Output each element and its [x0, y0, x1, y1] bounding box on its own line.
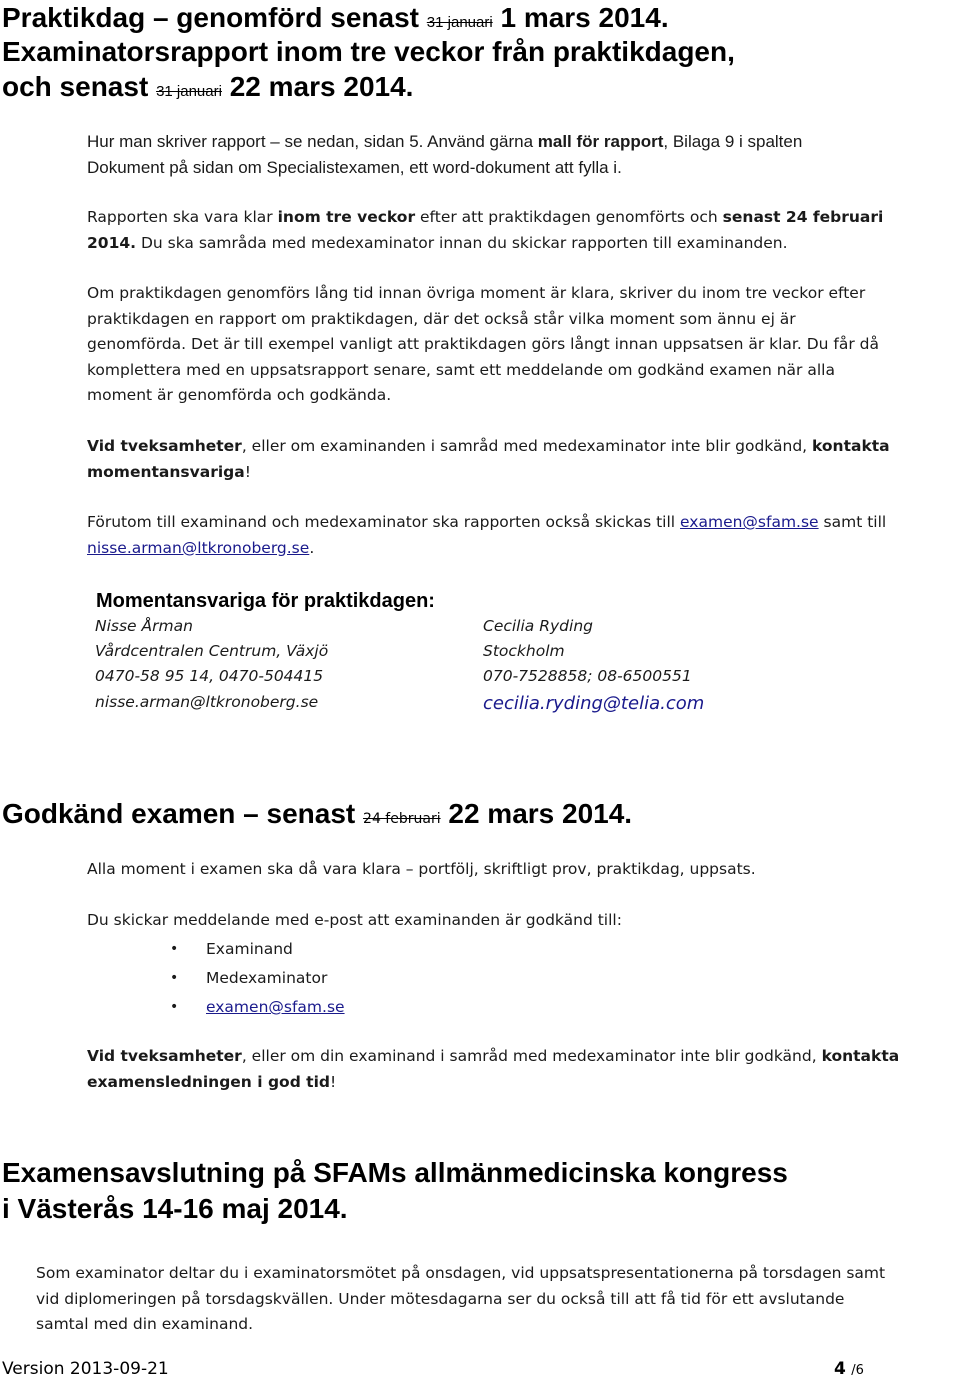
bold-text: momentansvariga [87, 462, 245, 481]
text: Hur man skriver rapport – se nedan, sidan 5. Använd gärna [87, 132, 538, 151]
contact-cecilia-name: Cecilia Ryding [483, 617, 593, 635]
struck-date: 31 januari [426, 14, 493, 31]
heading-text: och senast [2, 71, 149, 102]
bullet-icon: • [170, 941, 179, 957]
struck-date: 24 februari [363, 811, 441, 827]
email-link-nisse[interactable]: nisse.arman@ltkronoberg.se [87, 538, 310, 557]
paragraph-examinatorsmote [36, 1261, 885, 1338]
paragraph-line [87, 1044, 899, 1070]
contact-cecilia-email[interactable]: cecilia.ryding@telia.com [483, 693, 705, 714]
paragraph-deadline [87, 205, 883, 256]
list-item-text: Medexaminator [206, 969, 328, 987]
bold-text: senast 24 februari [722, 208, 884, 226]
paragraph-line: genomförda. Det är till exempel vanligt att praktikdagen görs långt innan uppsatsen är klar. Du får då [87, 335, 879, 353]
page-total: /6 [851, 1363, 864, 1378]
paragraph-line [87, 434, 890, 460]
paragraph-line: praktikdagen en rapport om praktikdagen, där det också står vilka moment som ännu ej är [87, 309, 796, 328]
email-link-examen[interactable]: examen@sfam.se [680, 513, 819, 531]
text: Rapporten ska vara klar [87, 208, 278, 226]
paragraph-line [87, 510, 886, 536]
paragraph-line: samtal med din examinand. [36, 1315, 254, 1333]
paragraph-line: vid diplomeringen på torsdagskvällen. Under mötesdagarna ser du också till att få tid för ett avslutande [36, 1289, 845, 1308]
heading-examinatorsrapport: Examinatorsrapport inom tre veckor från praktikdagen, [2, 36, 735, 67]
text: . [309, 538, 315, 557]
bold-text: Vid tveksamheter [87, 437, 242, 455]
text: , eller om din examinand i samråd med medexaminator inte blir godkänd, [241, 1047, 822, 1065]
contact-nisse-place: Vårdcentralen Centrum, Växjö [95, 642, 329, 660]
paragraph-line [87, 231, 883, 257]
bold-text: Vid tveksamheter [87, 1047, 242, 1065]
contact-nisse-phone: 0470-58 95 14, 0470-504415 [95, 667, 324, 685]
text: , eller om examinanden i samråd med medexaminator inte blir godkänd, [241, 437, 813, 455]
footer-version: Version 2013-09-21 [2, 1359, 169, 1379]
paragraph-line: Som examinator deltar du i examinatorsmötet på onsdagen, vid uppsatspresentationerna på torsdagen samt [36, 1264, 886, 1282]
paragraph-rapport-instructions [87, 129, 802, 180]
heading-date: 22 mars 2014. [448, 798, 633, 829]
heading-examensavslutning: Examensavslutning på SFAMs allmänmedicinska kongress [2, 1157, 788, 1188]
bold-text: kontakta [812, 437, 890, 455]
text: ! [330, 1072, 337, 1091]
contact-nisse-email[interactable]: nisse.arman@ltkronoberg.se [95, 693, 319, 711]
heading-date: 1 mars 2014. [500, 2, 669, 33]
list-item-text: Examinand [206, 940, 293, 958]
paragraph-alla-moment: Alla moment i examen ska då vara klara – portfölj, skriftligt prov, praktikdag, uppsats. [87, 860, 756, 878]
paragraph-line [87, 536, 886, 562]
contact-cecilia-phone: 070-7528858; 08-6500551 [483, 667, 692, 685]
recipient-list [170, 937, 570, 1027]
bold-text: kontakta [821, 1047, 900, 1065]
paragraph-line [87, 460, 890, 486]
paragraph-line: Om praktikdagen genomförs lång tid innan övriga moment är klara, skriver du inom tre veckor efter [87, 284, 866, 302]
heading-godkand-examen [2, 796, 632, 837]
contact-cecilia-place: Stockholm [483, 642, 565, 660]
text: ! [244, 462, 251, 481]
text: samt till [818, 513, 887, 531]
paragraph-line [87, 205, 883, 231]
email-link-examen[interactable]: examen@sfam.se [206, 998, 345, 1016]
heading-vasteras: i Västerås 14-16 maj 2014. [2, 1193, 348, 1224]
bold-text: inom tre veckor [277, 208, 416, 226]
footer-page-number [834, 1359, 864, 1379]
heading-text: Praktikdag – genomförd senast [2, 2, 420, 33]
text: Förutom till examinand och medexaminator ska rapporten också skickas till [87, 513, 681, 531]
bold-text: mall för rapport [537, 132, 664, 151]
text: efter att praktikdagen genomförts och [415, 208, 723, 226]
paragraph-line [87, 129, 802, 155]
paragraph-tveksamheter [87, 434, 890, 485]
bullet-icon: • [170, 970, 179, 986]
paragraph-line: komplettera med en uppsatsrapport senare, samt ett meddelande om godkänd examen när alla [87, 360, 835, 379]
heading-text: Godkänd examen – senast [2, 798, 356, 829]
paragraph-long-time [87, 281, 879, 409]
text: Du ska samråda med medexaminator innan du skickar rapporten till examinanden. [136, 233, 788, 252]
contact-nisse-name: Nisse Årman [95, 617, 193, 635]
paragraph-line [87, 1070, 899, 1096]
heading-date: 22 mars 2014. [229, 71, 414, 102]
paragraph-line: Dokument på sidan om Specialistexamen, ett word-dokument att fylla i. [87, 157, 622, 177]
paragraph-tveksamheter-2 [87, 1044, 899, 1095]
bold-text: 2014. [87, 233, 137, 252]
page-number: 4 [834, 1359, 846, 1379]
bold-text: examensledningen i god tid [87, 1072, 330, 1091]
paragraph-skicka-meddelande: Du skickar meddelande med e-post att examinanden är godkänd till: [87, 911, 622, 929]
paragraph-line: moment är genomförda och godkända. [87, 386, 392, 404]
struck-date: 31 januari [156, 83, 222, 100]
momentansvariga-heading: Momentansvariga för praktikdagen: [96, 590, 435, 612]
text: , Bilaga 9 i spalten [663, 132, 803, 151]
bullet-icon: • [170, 999, 179, 1015]
paragraph-recipients [87, 510, 886, 561]
heading-senast [2, 69, 413, 109]
